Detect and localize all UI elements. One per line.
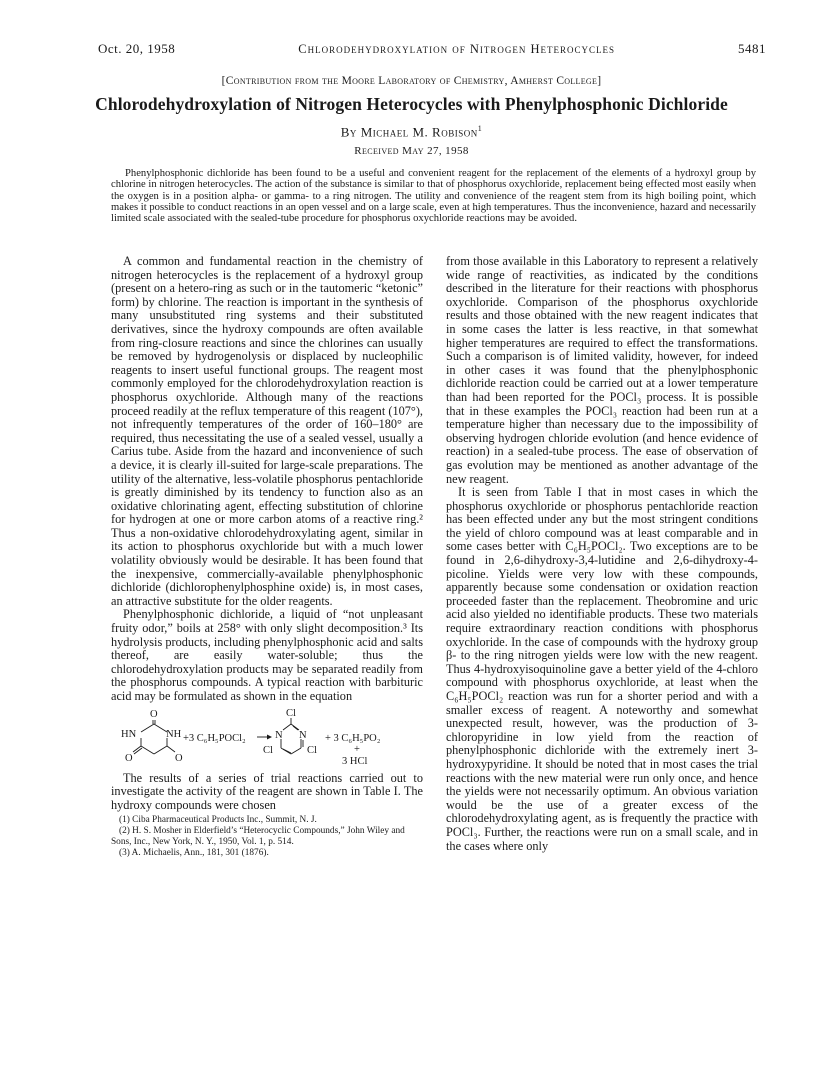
eq-product-n-right: N	[299, 729, 307, 741]
running-head	[98, 41, 766, 57]
reaction-equation	[111, 706, 423, 770]
contribution-line: [Contribution from the Moore Laboratory of Chemistry, Amherst College]	[221, 75, 602, 87]
equation-structures	[111, 706, 423, 770]
right-paragraph-2: It is seen from Table I that in most cases in which the phosphorus oxychloride or phosphorus pentachloride reaction has been effected under any but the most stringent conditions the yield of chloro compound was at least comparable and in some cases better with C₆H₅POCl₂. Two exceptions are to be found in 2,6-dihydroxy-3,4-lutidine and 2,6-dihydroxy-4-picoline. Yields were very low with these compounds, apparently because some condensation or oxidation reaction proceeded faster than the replacement. Theobromine and uric acid also yielded no identifiable products. These two materials require extraordinary reaction conditions with phosphorus oxychloride. In the case of compounds with the hydroxy group β- to the ring nitrogen yields were low with the new reagent. Thus 4-hydroxyisoquinoline gave a better yield of the 4-chloro compound with phosphorus oxychloride, at least when the C₆H₅POCl₂ reaction was run for a shorter period and with a smaller excess of reagent. A noteworthy and somewhat unexpected result, however, was the production of 3-chloropyridine in low yield from the reaction of phenylphosphonic dichloride with the extremely inert 3-hydroxypyridine. It should be noted that in most cases the trial reactions with the new material were run only once, and hence the yields were not necessarily optimum. An obvious variation would be the use of a greater excess of the chlorodehydroxylating agent, as is frequently the practice with POCl₃. Further, the reactions were run on a small scale, and in the cases where only	[446, 485, 758, 853]
article-title: Chlorodehydroxylation of Nitrogen Heterocycles with Phenylphosphonic Dichloride	[95, 94, 728, 114]
left-column	[111, 255, 423, 859]
right-column	[446, 255, 758, 853]
eq-byproduct-hcl: 3 HCl	[342, 755, 368, 767]
eq-product-top-cl: Cl	[286, 707, 296, 719]
eq-bottom-right-oxygen: O	[175, 752, 183, 764]
page-number: 5481	[737, 41, 766, 56]
byline-prefix: By	[340, 124, 361, 140]
right-paragraph-1: from those available in this Laboratory to represent a relatively wide range of reactivities, as indicated by the conditions described in the literature for their reactions with phosphorus oxychloride. Comparison of the phosphorus oxychloride results and those obtained with the new reagent indicates that in some cases the latter is less reactive, in that somewhat higher temperatures are required to effect the transformations. Such a comparison is of limited validity, however, for indeed in other cases it was found that the phenylphosphonic dichloride reaction could be carried out at a lower temperature than had been reported for the POCl₃ process. It is possible that in these examples the POCl₃ reaction had been run at a temperature higher than necessary due to the impossibility of observing hydrogen chloride evolution (and hence evidence of reaction) in a sealed-tube process. The ease of observation of gas evolution may be mentioned as another advantage of the new reagent.	[446, 254, 758, 486]
author-name: Michael M. Robison	[360, 124, 478, 140]
footnote-2: (2) H. S. Mosher in Elderfield’s “Heterocyclic Compounds,” John Wiley and Sons, Inc., New York, N. Y., 1950, Vol. 1, p. 514.	[111, 826, 405, 848]
byline	[0, 124, 823, 140]
reaction-arrow-head	[267, 734, 272, 739]
abstract: Phenylphosphonic dichloride has been found to be a useful and convenient reagent for the replacement of the elements of a hydroxyl group by chlorine in nitrogen heterocycles. The action of the substance is similar to that of phosphorus oxychloride, replacement being effected most easily when the oxygen is in a position alpha- or gamma- to a ring nitrogen. The utility and convenience of the reagent stem from its high boiling point, which makes it possible to conduct reactions in an open vessel and on a large scale, even at high temperatures. Thus the inconvenience, hazard and necessarily limited scale associated with the sealed-tube procedure for phosphorus oxychloride reactions may be avoided.	[111, 168, 756, 225]
eq-product-cl-left: Cl	[263, 744, 273, 756]
eq-product-n-left: N	[275, 729, 283, 741]
left-paragraph-3: The results of a series of trial reactions carried out to investigate the activity of the reagent are shown in Table I. The hydroxy compounds were chosen	[111, 770, 423, 812]
footnote-3: (3) A. Michaelis, Ann., 181, 301 (1876).	[119, 848, 269, 859]
running-title: Chlorodehydroxylation of Nitrogen Heterocycles	[298, 42, 616, 56]
author-footnote-mark: 1	[477, 124, 483, 133]
issue-date: Oct. 20, 1958	[98, 41, 176, 56]
eq-bottom-left-oxygen: O	[125, 752, 133, 764]
eq-byproduct-phosphonic: + 3 C₆H₅PO₂	[325, 732, 381, 744]
left-paragraph-2: Phenylphosphonic dichloride, a liquid of “not unpleasant fruity odor,” boils at 258° with only slight decomposition.³ Its hydrolysis products, including phenylphosphonic acid and salts thereof, are easily water-soluble; thus the chlorodehydroxylation products may be separated readily from the phosphorus compounds. A typical reaction with barbituric acid may be formulated as shown in the equation	[111, 607, 423, 703]
eq-product-cl-right: Cl	[307, 744, 317, 756]
eq-top-oxygen: O	[150, 708, 158, 720]
received-date: Received May 27, 1958	[354, 145, 469, 157]
left-paragraph-1: A common and fundamental reaction in the chemistry of nitrogen heterocycles is the replacement of a hydroxyl group (present on a hetero-ring as such or in the tautomeric “ketonic” form) by chlorine. The reaction is important in the synthesis of many unsubstituted ring systems and their substituted derivatives, since the hydroxy compounds are often available from ring-closure reactions and since the chlorines can usually be removed by hydrogenolysis or displaced by nucleophilic reagents to insert useful functional groups. The reagent most commonly employed for the chlorodehydroxylation reaction is phosphorus oxychloride. Although many of the reactions proceed readily at the reflux temperature of this reagent (107°), not infrequently temperatures of the order of 160–180° are required, thus necessitating the use of a sealed vessel, usually a Carius tube. Aside from the hazard and inconvenience of such a device, it is clearly ill-suited for large-scale preparations. The utility of the alternative, less-volatile phosphorus pentachloride is greatly diminished by its tendency to function also as an oxidative chlorinating agent, effecting substitution of chlorine for hydrogen at one or more carbon atoms of a reactive ring.² Thus a non-oxidative chlorodehydroxylating agent, similar in its action to phosphorus oxychloride but with a much lower volatility obviously would be desirable. It has been found that the inexpensive, commercially-available phenylphosphonic dichloride (dichlorophenylphosphine oxide) is, in most cases, an attractive substitute for the older reagents.	[111, 254, 423, 608]
footnote-1: (1) Ciba Pharmaceutical Products Inc., Summit, N. J.	[119, 815, 317, 826]
footnotes	[111, 815, 423, 859]
eq-hn: HN	[121, 728, 137, 740]
eq-byproduct-plus: +	[354, 743, 360, 755]
eq-reagent: +3 C₆H₅POCl₂	[183, 732, 246, 744]
eq-nh: NH	[166, 728, 182, 740]
